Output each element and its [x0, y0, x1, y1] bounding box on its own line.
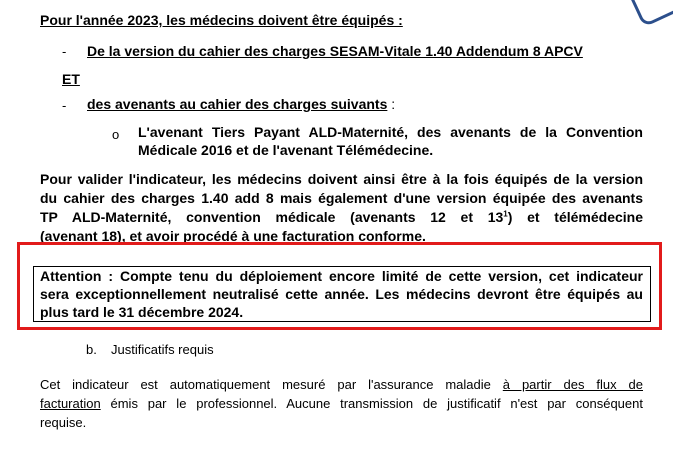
requirement-item-2 — [87, 96, 395, 112]
section-b-title: Justificatifs requis — [111, 342, 214, 357]
corner-logo-mark — [627, 0, 673, 28]
flux-facturation-link-part-1[interactable]: à partir des flux de — [502, 377, 643, 392]
requirement-item-2-colon: : — [391, 96, 396, 112]
flux-facturation-link-part-2[interactable]: facturation — [40, 396, 101, 411]
section-heading: Pour l'année 2023, les médecins doivent être équipés : — [40, 12, 403, 28]
attention-line-2: sera exceptionnellement neutralisé cette année. Les médecins devront être équipés au — [40, 286, 643, 302]
validation-para-line-2: du cahier des charges 1.40 add 8 mais également d'une version équipée des avenants — [40, 190, 643, 206]
requirement-item-2-text: des avenants au cahier des charges suivants — [87, 96, 388, 112]
circle-bullet: o — [112, 127, 120, 142]
validation-para-line-1: Pour valider l'indicateur, les médecins doivent ainsi être à la fois équipés de la version — [40, 171, 643, 187]
final-para-line-2b: émis par le professionnel. Aucune transmission de justificatif n'est par conséquent — [100, 396, 643, 411]
dash-bullet: - — [62, 98, 67, 113]
final-para-line-1 — [40, 377, 643, 392]
sub-bullet-line-1: L'avenant Tiers Payant ALD-Maternité, des avenants de la Convention — [138, 124, 643, 140]
validation-para-line-3b: ) et télémédecine — [507, 209, 643, 225]
attention-line-1: Attention : Compte tenu du déploiement encore limité de cette version, cet indicateur — [40, 268, 643, 284]
validation-para-line-3 — [40, 209, 643, 225]
final-para-line-1a: Cet indicateur est automatiquement mesuré par l'assurance maladie — [40, 377, 503, 392]
attention-line-3: plus tard le 31 décembre 2024. — [40, 304, 244, 320]
final-para-line-3: requise. — [40, 415, 87, 430]
section-b-marker: b. — [86, 342, 97, 357]
et-label: ET — [62, 71, 80, 87]
requirement-item-1: De la version du cahier des charges SESAM-Vitale 1.40 Addendum 8 APCV — [87, 43, 583, 59]
dash-bullet: - — [62, 44, 67, 59]
sub-bullet-line-2: Médicale 2016 et de l'avenant Télémédecine. — [138, 142, 434, 158]
validation-para-line-4: (avenant 18), et avoir procédé à une facturation conforme. — [40, 228, 426, 244]
validation-para-line-3a: TP ALD-Maternité, convention médicale (avenants 12 et 13 — [40, 209, 504, 225]
final-para-line-2 — [40, 396, 643, 411]
footnote-ref[interactable]: 1 — [503, 209, 508, 219]
